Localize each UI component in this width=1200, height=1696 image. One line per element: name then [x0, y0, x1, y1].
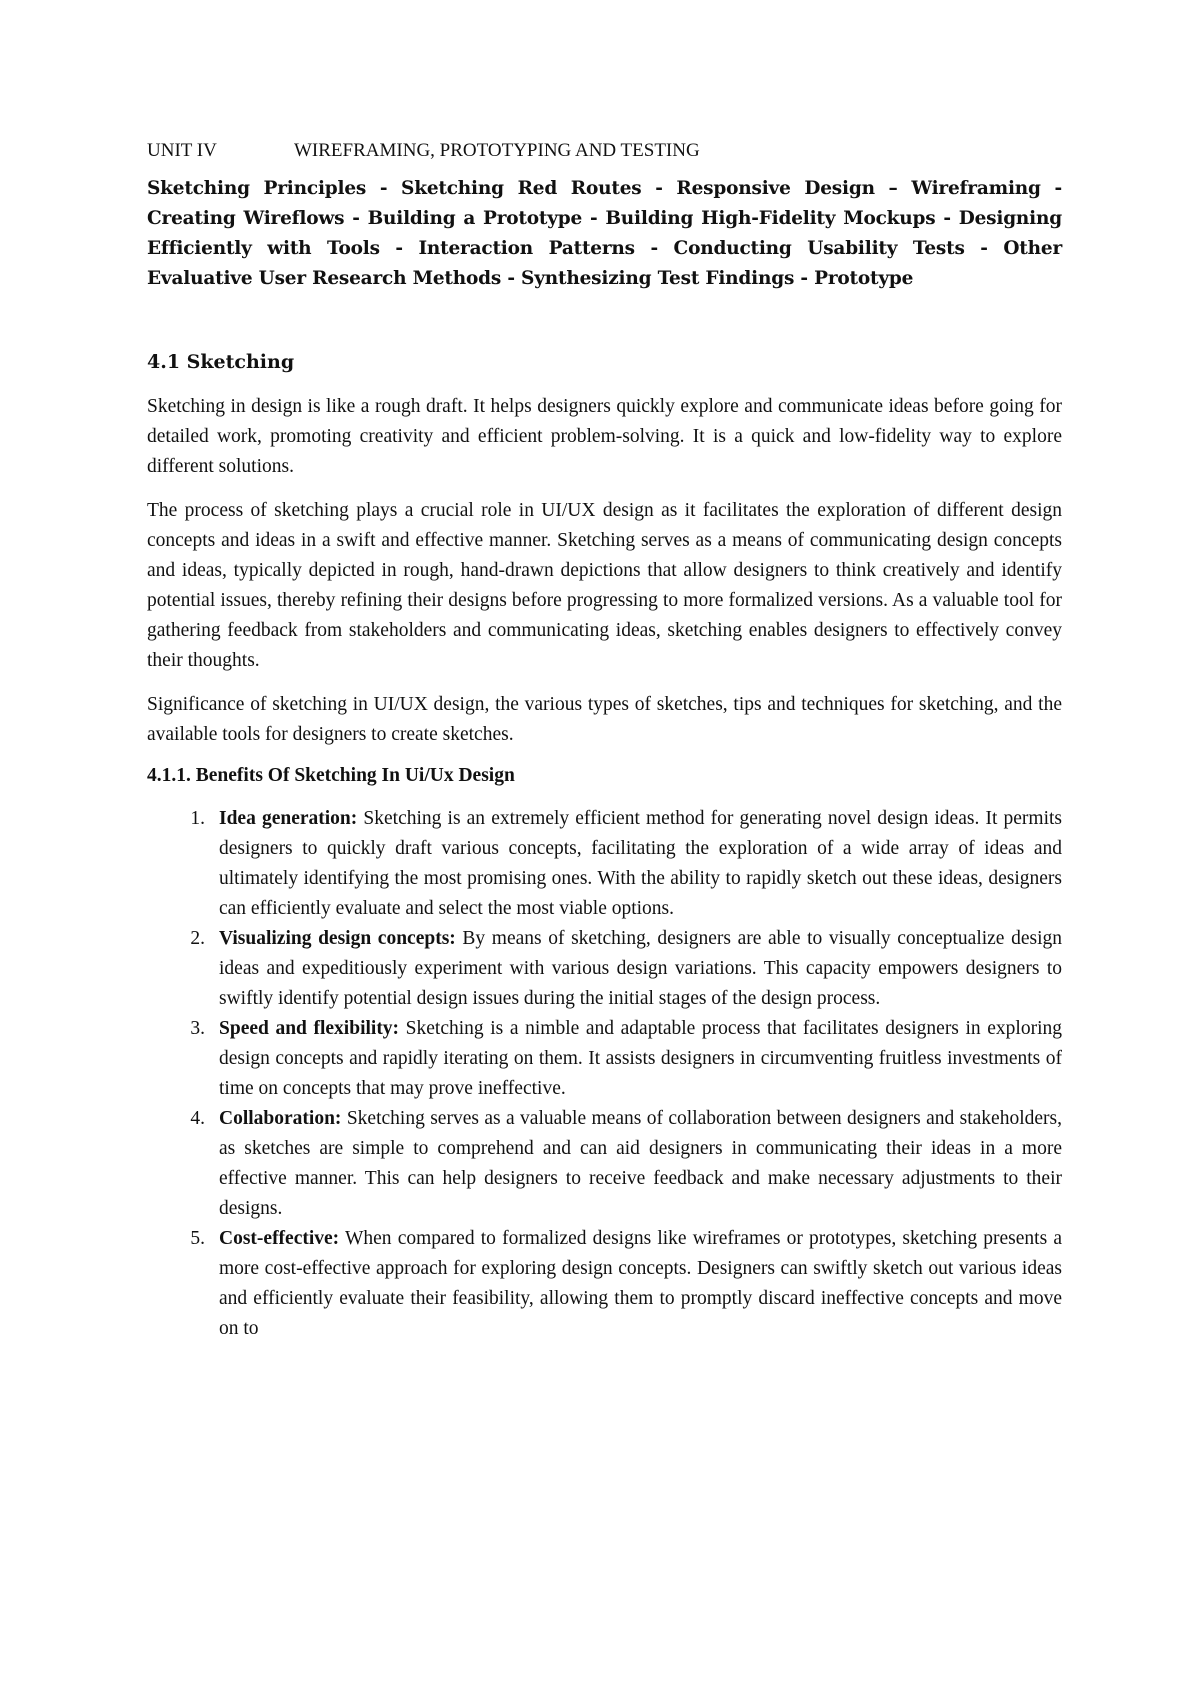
list-number: 3.: [190, 1018, 205, 1039]
list-item-body: [219, 1014, 1062, 1104]
section-heading: 4.1 Sketching: [147, 351, 295, 373]
list-item: [147, 804, 1062, 924]
unit-heading: [147, 140, 1062, 162]
unit-topics: Sketching Principles - Sketching Red Routes - Responsive Design – Wireframing - Creating Wireflows - Building a Prototype - Building High-Fidelity Mockups - Designing Efficiently with Tools - Interaction Patterns - Conducting Usability Tests - Other Evaluative User Research Methods - Synthesizing Test Findings - Prototype: [147, 178, 1062, 289]
list-item-text: Sketching serves as a valuable means of collaboration between designers and stakeholders, as sketches are simple to comprehend and can aid designers in communicating their ideas in a more effective manner. This can help designers to receive feedback and make necessary adjustments to their designs.: [219, 1108, 1062, 1219]
list-item-body: [219, 1104, 1062, 1224]
list-item-term: Cost-effective:: [219, 1228, 340, 1249]
list-item-body: [219, 924, 1062, 1014]
paragraph: Significance of sketching in UI/UX design, the various types of sketches, tips and techniques for sketching, and the available tools for designers to create sketches.: [147, 694, 1062, 745]
list-number: 2.: [190, 928, 205, 949]
paragraph: Sketching in design is like a rough draft. It helps designers quickly explore and communicate ideas before going for detailed work, promoting creativity and efficient problem-solving. It is a quick and low-fidelity way to explore different solutions.: [147, 396, 1062, 477]
list-item-text: By means of sketching, designers are able to visually conceptualize design ideas and expeditiously experiment with various design variations. This capacity empowers designers to swiftly identify potential design issues during the initial stages of the design process.: [219, 928, 1062, 1009]
list-item: [147, 1014, 1062, 1104]
unit-title: WIREFRAMING, PROTOTYPING AND TESTING: [294, 140, 700, 161]
list-item-term: Speed and flexibility:: [219, 1018, 400, 1039]
document-page: [147, 140, 1062, 1344]
list-item-term: Collaboration:: [219, 1108, 342, 1129]
benefits-list: [147, 804, 1062, 1344]
list-number: 4.: [190, 1108, 205, 1129]
list-number: 5.: [190, 1228, 205, 1249]
list-item-term: Idea generation:: [219, 808, 358, 829]
list-item-text: Sketching is an extremely efficient method for generating novel design ideas. It permits designers to quickly draft various concepts, facilitating the exploration of a wide array of ideas and ultimately identifying the most promising ones. With the ability to rapidly sketch out these ideas, designers can efficiently evaluate and select the most viable options.: [219, 808, 1062, 919]
list-item-term: Visualizing design concepts:: [219, 928, 456, 949]
list-item-text: Sketching is a nimble and adaptable process that facilitates designers in exploring design concepts and rapidly iterating on them. It assists designers in circumventing fruitless investments of time on concepts that may prove ineffective.: [219, 1018, 1063, 1099]
list-item: [147, 1224, 1062, 1344]
list-item: [147, 1104, 1062, 1224]
list-item: [147, 924, 1062, 1014]
list-item-body: [219, 804, 1062, 924]
list-number: 1.: [190, 808, 205, 829]
subsection-heading: 4.1.1. Benefits Of Sketching In Ui/Ux Design: [147, 765, 515, 786]
list-item-body: [219, 1224, 1062, 1344]
list-item-text: When compared to formalized designs like wireframes or prototypes, sketching presents a more cost-effective approach for exploring design concepts. Designers can swiftly sketch out various ideas and efficiently evaluate their feasibility, allowing them to promptly discard ineffective concepts and move on to: [219, 1228, 1062, 1339]
paragraph: The process of sketching plays a crucial role in UI/UX design as it facilitates the exploration of different design concepts and ideas in a swift and effective manner. Sketching serves as a means of communicating design concepts and ideas, typically depicted in rough, hand-drawn depictions that allow designers to think creatively and identify potential issues, thereby refining their designs before progressing to more formalized versions. As a valuable tool for gathering feedback from stakeholders and communicating ideas, sketching enables designers to effectively convey their thoughts.: [147, 500, 1062, 671]
unit-label: UNIT IV: [147, 140, 217, 161]
